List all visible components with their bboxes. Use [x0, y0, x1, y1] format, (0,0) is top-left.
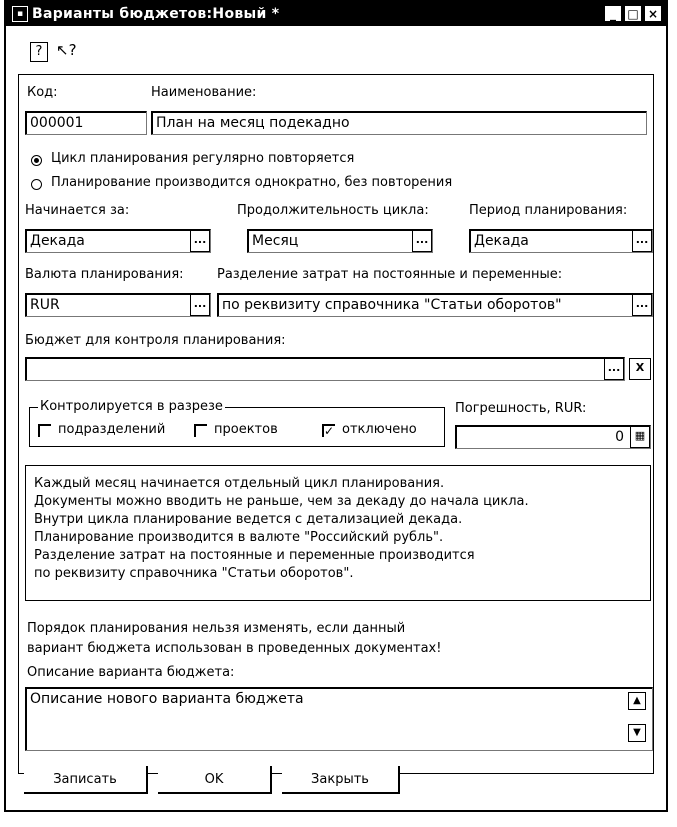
whatsthis-icon[interactable]: ↖?: [56, 41, 77, 59]
currency-label: Валюта планирования:: [25, 267, 184, 282]
control-dimension-group-label: Контролируется в разрезе: [40, 399, 223, 414]
title-bar: [6, 2, 666, 26]
minimize-button[interactable]: _: [604, 5, 622, 22]
form-panel: [18, 74, 654, 774]
info-line: по реквизиту справочника "Статьи оборотов".: [34, 566, 354, 581]
info-block: [25, 465, 651, 601]
control-budget-clear-button[interactable]: X: [629, 358, 651, 380]
period-field[interactable]: [469, 229, 653, 253]
control-budget-field[interactable]: [25, 357, 625, 381]
disabled-checkbox[interactable]: ✓: [324, 424, 335, 438]
scroll-down-icon[interactable]: ▼: [628, 724, 646, 742]
name-field[interactable]: [151, 111, 647, 135]
code-field[interactable]: [25, 111, 147, 135]
description-value: Описание нового варианта бюджета: [30, 691, 304, 707]
control-dimension-group: [29, 399, 445, 447]
error-value: 0: [615, 429, 624, 445]
control-budget-label: Бюджет для контроля планирования:: [25, 333, 286, 348]
split-label: Разделение затрат на постоянные и переменные:: [217, 267, 563, 282]
info-line: Планирование производится в валюте "Российский рубль".: [34, 530, 444, 545]
maximize-button[interactable]: □: [624, 5, 642, 22]
control-budget-select-button[interactable]: ...: [604, 358, 624, 380]
split-select-button[interactable]: ...: [632, 294, 652, 316]
close-button[interactable]: Закрыть: [282, 766, 400, 794]
info-line: Разделение затрат на постоянные и переменные производится: [34, 548, 475, 563]
starts-label: Начинается за:: [25, 203, 130, 218]
currency-field[interactable]: [25, 293, 211, 317]
radio-repeat[interactable]: [31, 155, 42, 166]
close-window-button[interactable]: ×: [644, 5, 662, 22]
duration-label: Продолжительность цикла:: [237, 203, 429, 218]
projects-checkbox[interactable]: [194, 424, 207, 437]
projects-label: проектов: [214, 422, 278, 437]
info-line: Каждый месяц начинается отдельный цикл планирования.: [34, 476, 445, 491]
starts-value: Декада: [30, 233, 85, 249]
duration-select-button[interactable]: ...: [412, 230, 432, 252]
period-value: Декада: [474, 233, 529, 249]
disabled-label: отключено: [342, 422, 417, 437]
info-line: Внутри цикла планирование ведется с детализацией декада.: [34, 512, 463, 527]
radio-repeat-label: Цикл планирования регулярно повторяется: [51, 151, 355, 166]
currency-select-button[interactable]: ...: [190, 294, 210, 316]
scroll-up-icon[interactable]: ▲: [628, 692, 646, 710]
name-value: План на месяц подекадно: [156, 115, 350, 131]
error-label: Погрешность, RUR:: [455, 401, 587, 416]
budget-variant-window: [4, 0, 668, 812]
window-icon: ▪: [12, 6, 28, 22]
starts-field[interactable]: [25, 229, 211, 253]
radio-once-label: Планирование производится однократно, без повторения: [51, 175, 453, 190]
departments-checkbox[interactable]: [38, 424, 51, 437]
departments-label: подразделений: [58, 422, 166, 437]
split-value: по реквизиту справочника "Статьи оборотов": [222, 297, 562, 313]
duration-field[interactable]: [247, 229, 433, 253]
description-label-text: Описание варианта бюджета:: [27, 665, 235, 680]
code-value: 000001: [30, 115, 84, 131]
warning-line-1: Порядок планирования нельзя изменять, если данный: [27, 621, 406, 636]
window-title: Варианты бюджетов:Новый *: [32, 6, 280, 22]
duration-value: Месяц: [252, 233, 299, 249]
radio-once[interactable]: [31, 179, 42, 190]
save-button[interactable]: Записать: [24, 766, 148, 794]
ok-button[interactable]: OK: [158, 766, 272, 794]
currency-value: RUR: [30, 297, 60, 313]
split-field[interactable]: [217, 293, 653, 317]
info-line: Документы можно вводить не раньше, чем за декаду до начала цикла.: [34, 494, 529, 509]
starts-select-button[interactable]: ...: [190, 230, 210, 252]
calculator-icon[interactable]: ▦: [630, 426, 650, 448]
name-label: Наименование:: [151, 85, 257, 100]
period-label: Период планирования:: [469, 203, 628, 218]
description-textarea[interactable]: [25, 687, 653, 751]
error-field[interactable]: [455, 425, 651, 449]
help-icon[interactable]: ?: [30, 42, 48, 62]
period-select-button[interactable]: ...: [632, 230, 652, 252]
warning-line-2: вариант бюджета использован в проведенных документах!: [27, 641, 442, 656]
code-label: Код:: [27, 85, 58, 100]
